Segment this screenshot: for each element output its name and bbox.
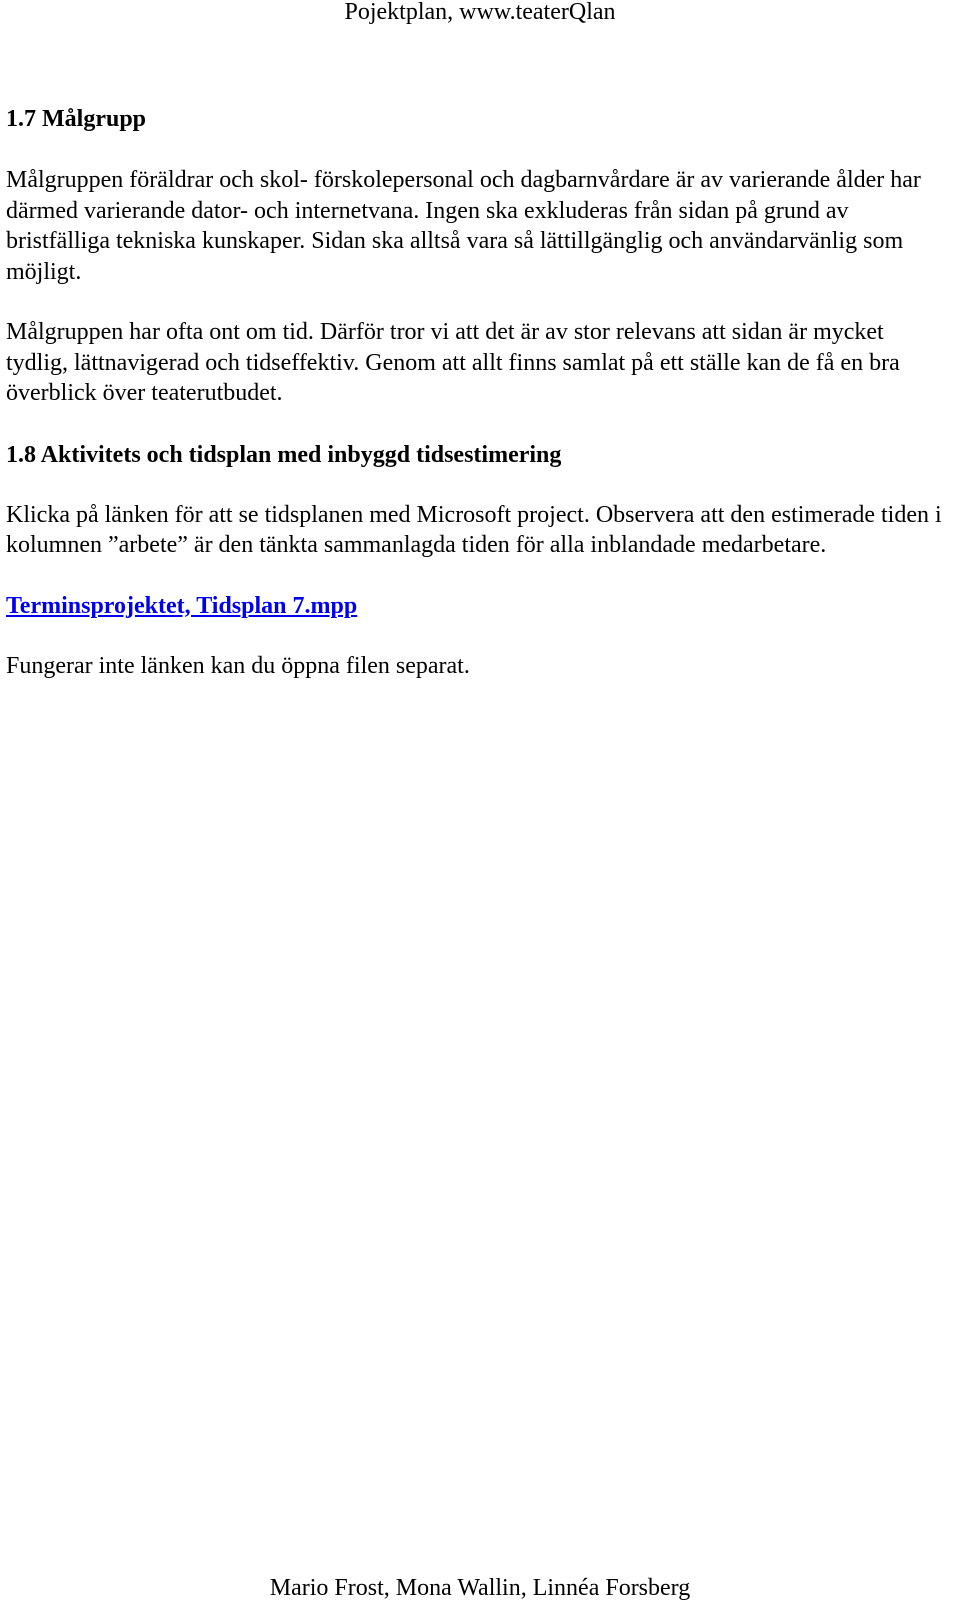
- schedule-file-link[interactable]: Terminsprojektet, Tidsplan 7.mpp: [6, 592, 358, 619]
- paragraph-schedule-instructions: Klicka på länken för att se tidsplanen med Microsoft project. Observera att den estimerade tiden i kolumnen ”arbete” är den tänkta sammanlagda tiden för alla inblandade medarbetare.: [6, 501, 942, 558]
- section-heading-tidsplan: 1.8 Aktivitets och tidsplan med inbyggd tidsestimering: [6, 441, 562, 468]
- link-paragraph: [6, 591, 951, 622]
- page-header: Pojektplan, www.teaterQlan: [344, 0, 616, 25]
- page-footer: Mario Frost, Mona Wallin, Linnéa Forsberg: [269, 1575, 691, 1601]
- paragraph-time-constraints: Målgruppen har ofta ont om tid. Därför tror vi att det är av stor relevans att sidan är mycket tydlig, lättnavigerad och tidseffektiv. Genom att allt finns samlat på ett ställe kan de få en bra överblick över teaterutbudet.: [6, 319, 900, 406]
- paragraph-link-fallback: Fungerar inte länken kan du öppna filen separat.: [6, 653, 470, 679]
- paragraph-target-audience: Målgruppen föräldrar och skol- förskolepersonal och dagbarnvårdare är av varierande ålder har därmed varierande dator- och internetvana. Ingen ska exkluderas från sidan på grund av bristfälliga tekniska kunskaper. Sidan ska alltså vara så lättillgänglig och användarvänlig som möjligt.: [6, 167, 921, 285]
- document-body: [6, 104, 951, 682]
- section-heading-malgrupp: 1.7 Målgrupp: [6, 106, 147, 132]
